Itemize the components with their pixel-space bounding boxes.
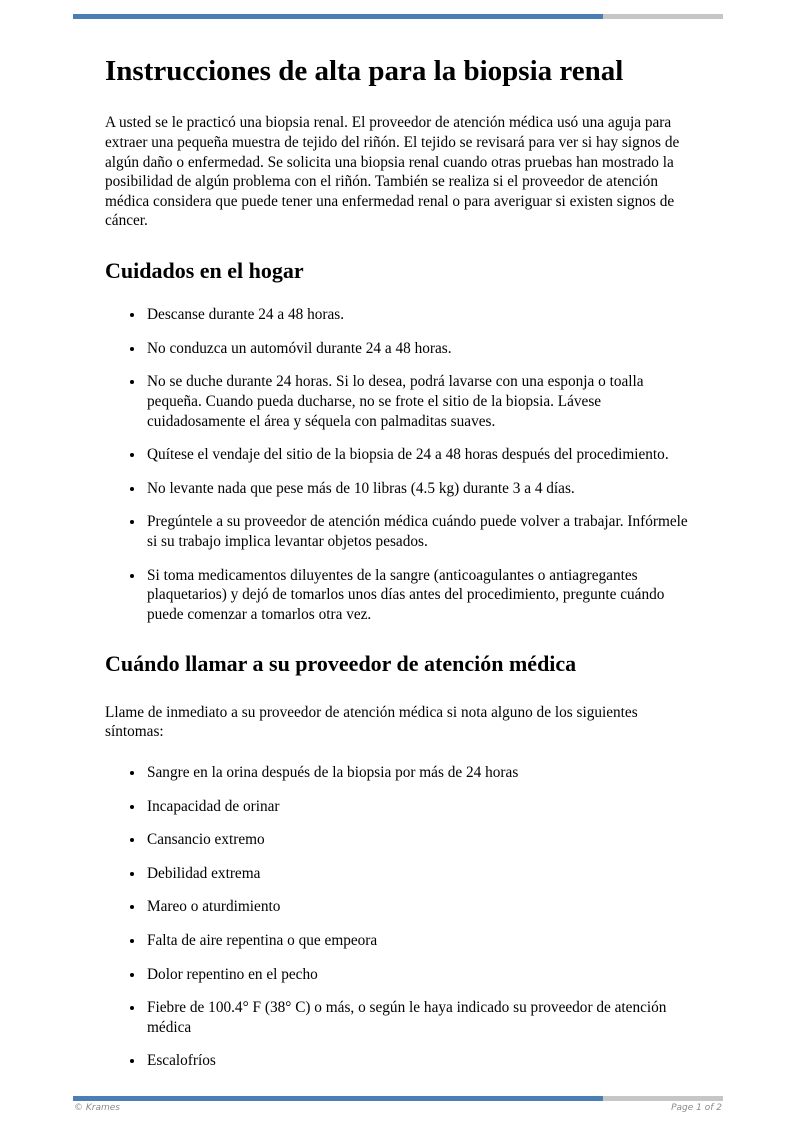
bullet-item: • Falta de aire repentina o que empeora	[145, 931, 698, 951]
bullet-item: • Pregúntele a su proveedor de atención médica cuándo puede volver a trabajar. Infórmele si su trabajo implica levantar objetos pesados.	[145, 512, 698, 551]
when-to-call-intro: Llame de inmediato a su proveedor de atención médica si nota alguno de los siguientes síntomas:	[105, 703, 638, 741]
copyright-text: © Krames	[74, 1103, 120, 1113]
page-indicator: Page 1 of 2	[671, 1103, 722, 1113]
bullet-item: • Sangre en la orina después de la biopsia por más de 24 horas	[145, 763, 698, 783]
footer-accent-bar	[73, 1096, 723, 1101]
bullet-item: • Debilidad extrema	[145, 864, 698, 884]
document-page	[105, 19, 698, 1085]
bullet-item: • Dolor repentino en el pecho	[145, 965, 698, 985]
section-heading-home-care: Cuidados en el hogar	[105, 257, 304, 283]
bullet-item: • Quítese el vendaje del sitio de la biopsia de 24 a 48 horas después del procedimiento.	[145, 445, 698, 465]
bullet-item: • No conduzca un automóvil durante 24 a 48 horas.	[145, 339, 698, 359]
bullet-item: • Fiebre de 100.4° F (38° C) o más, o según le haya indicado su proveedor de atención médica	[145, 998, 698, 1037]
section-home-care	[105, 258, 698, 625]
bullet-item: • Si toma medicamentos diluyentes de la sangre (anticoagulantes o antiagregantes plaquetarios) y dejó de tomarlos unos días antes del procedimiento, pregunte cuándo puede comenzar a tomarlos otra vez.	[145, 566, 698, 625]
bullet-item: • Descanse durante 24 a 48 horas.	[145, 305, 698, 325]
bullet-item: • Incapacidad de orinar	[145, 797, 698, 817]
footer-accent-bar-blue-segment	[73, 1096, 603, 1101]
bullet-item: • No se duche durante 24 horas. Si lo desea, podrá lavarse con una esponja o toalla pequeña. Cuando pueda ducharse, no se frote el sitio de la biopsia. Lávese cuidadosamente el área y séquela con palmaditas suaves.	[145, 372, 698, 431]
home-care-bullet-list	[105, 305, 698, 624]
bullet-item: • No levante nada que pese más de 10 libras (4.5 kg) durante 3 a 4 días.	[145, 479, 698, 499]
page-footer	[74, 1103, 722, 1113]
bullet-item: • Cansancio extremo	[145, 830, 698, 850]
bullet-item: • Escalofríos	[145, 1051, 698, 1071]
intro-paragraph: A usted se le practicó una biopsia renal. El proveedor de atención médica usó una aguja para extraer una pequeña muestra de tejido del riñón. El tejido se revisará para ver si hay signos de algún daño o enfermedad. Se solicita una biopsia renal cuando otras pruebas han mostrado la posibilidad de algún problema con el riñón. También se realiza si el proveedor de atención médica considera que puede tener una enfermedad renal o para averiguar si existen signos de cáncer.	[105, 114, 680, 230]
symptoms-bullet-list	[105, 763, 698, 1071]
page-title: Instrucciones de alta para la biopsia renal	[105, 55, 624, 87]
section-when-to-call	[105, 651, 698, 1071]
bullet-item: • Mareo o aturdimiento	[145, 897, 698, 917]
section-heading-when-to-call: Cuándo llamar a su proveedor de atención médica	[105, 651, 577, 677]
